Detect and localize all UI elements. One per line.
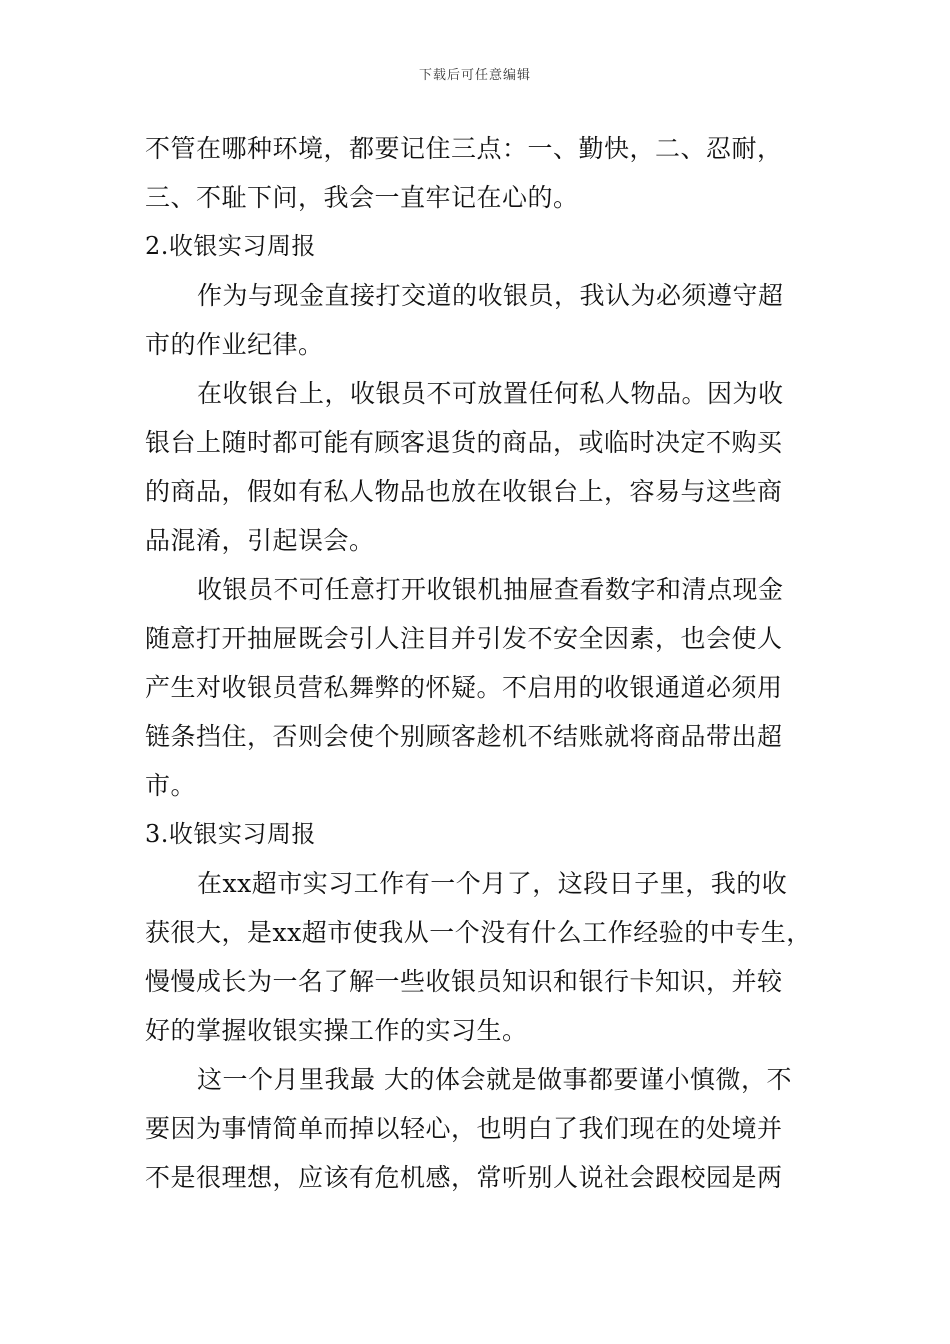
text-line: 随意打开抽屉既会引人注目并引发不安全因素，也会使人 (145, 624, 783, 653)
text-line: 作为与现金直接打交道的收银员，我认为必须遵守超 (197, 281, 784, 310)
document-body (145, 124, 815, 1202)
text-line: 链条挡住，否则会使个别顾客趁机不结账就将商品带出超 (145, 722, 783, 751)
text-line: 品混淆，引起误会。 (145, 526, 375, 555)
text-line: 市的作业纪律。 (145, 330, 324, 359)
text-line: 市。 (145, 771, 197, 800)
text-line: 的商品，假如有私人物品也放在收银台上，容易与这些商 (145, 477, 783, 506)
text-line: 在xx超市实习工作有一个月了，这段日子里，我的收 (197, 869, 788, 898)
text-line: 收银员不可任意打开收银机抽屉查看数字和清点现金 (197, 575, 784, 604)
section-heading: 2.收银实习周报 (145, 232, 316, 260)
section-heading: 3.收银实习周报 (145, 820, 316, 848)
text-line: 不是很理想，应该有危机感，常听别人说社会跟校园是两 (145, 1163, 783, 1192)
text-line: 产生对收银员营私舞弊的怀疑。不启用的收银通道必须用 (145, 673, 783, 702)
text-line: 这一个月里我最 大的体会就是做事都要谨小慎微，不 (197, 1065, 792, 1094)
text-line: 不管在哪种环境，都要记住三点：一、勤快，二、忍耐， (145, 134, 783, 163)
page-header: 下载后可任意编辑 (418, 68, 531, 83)
text-line: 好的掌握收银实操工作的实习生。 (145, 1016, 528, 1045)
text-line: 要因为事情简单而掉以轻心，也明白了我们现在的处境并 (145, 1114, 783, 1143)
text-line: 在收银台上，收银员不可放置任何私人物品。因为收 (197, 379, 784, 408)
text-line: 获很大，是xx超市使我从一个没有什么工作经验的中专生， (145, 918, 812, 947)
text-line: 慢慢成长为一名了解一些收银员知识和银行卡知识，并较 (145, 967, 783, 996)
text-line: 三、不耻下问，我会一直牢记在心的。 (145, 183, 579, 212)
text-line: 银台上随时都可能有顾客退货的商品，或临时决定不购买 (145, 428, 783, 457)
